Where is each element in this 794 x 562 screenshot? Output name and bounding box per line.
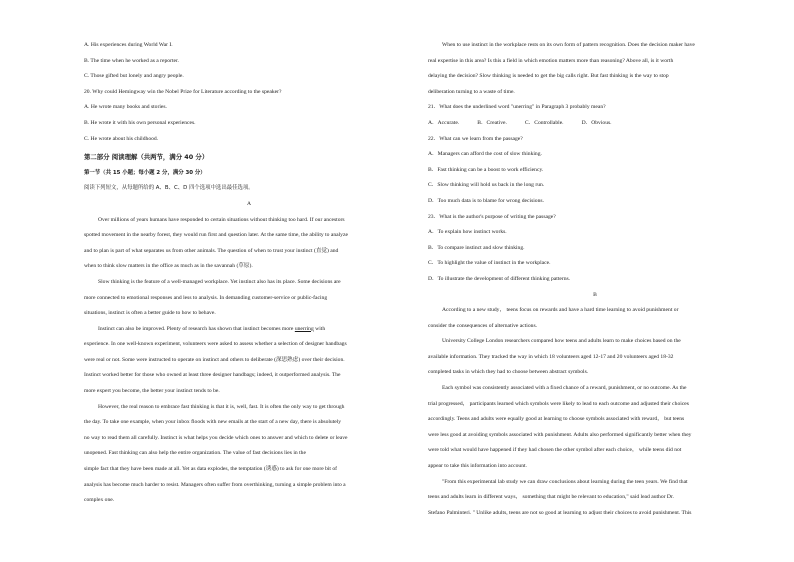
paragraph-line: Slow thinking is the feature of a well-managed workplace. Yet instinct also has its place. Some decisions are <box>98 278 341 285</box>
option-line: B．Fast thinking can be a boost to work efficiency. <box>428 166 544 173</box>
paragraph-line: Stefano Palminteri. " Unlike adults, teens are not so good at learning to adjust their choices to avoid punishment. This <box>428 509 692 516</box>
option-line: B. He wrote it with his own personal experiences. <box>84 119 196 126</box>
option-line: A. He wrote many books and stories. <box>84 104 167 111</box>
right-column <box>428 38 762 521</box>
question-20: 20. Why could Hemingway win the Nobel Prize for Literature according to the speaker? <box>84 88 282 95</box>
paragraph-line: were less good at avoiding symbols associated with punishment. Adults also performed significantly better when they <box>428 431 692 438</box>
paragraph-line: the day. To take one example, when your inbox floods with new emails at the start of a new day, there is absolutely <box>84 419 342 426</box>
paragraph-line: were real or not. Some were instructed to operate on instinct and others to deliberate (深思熟虑) over their decision. <box>84 356 345 363</box>
paragraph-line: complex one. <box>84 497 115 504</box>
paragraph-line: When to use instinct in the workplace rests on its own form of pattern recognition. Does the decision maker have <box>442 42 695 48</box>
option-a: A．Accurate. <box>428 119 460 126</box>
paragraph-line: "From this experimental lab study we can draw conclusions about learning during the teen years. We find that <box>442 478 688 485</box>
option-c: C．Controllable. <box>524 119 564 126</box>
paragraph-line: real expertise in this area? Is this a field in which emotion matters more than reasoning? Above all, is it worth <box>428 57 674 64</box>
subsection-heading: 第一节（共 15 小题；每小题 2 分，满分 30 分） <box>84 169 206 176</box>
option-line: C．Slow thinking will hold us back in the long run. <box>428 182 545 189</box>
option-line: B. The time when he worked as a reporter. <box>84 57 179 64</box>
paragraph-line: According to a new study， teens focus on rewards and have a hard time learning to avoid punishment or <box>442 307 679 314</box>
paragraph-line: completed tasks in which they had to choose between abstract symbols. <box>428 369 589 376</box>
paragraph-line: However, the real reason to embrace fast thinking is that it is, well, fast. It is often the only way to get through <box>98 403 345 410</box>
paragraph-line: when to think slow matters in the office as much as in the savannah (草原). <box>84 263 253 270</box>
paragraph-line: and to plan is part of what separates us from other animals. The question of when to trust your instinct (直觉) and <box>84 247 339 254</box>
paragraph-line: no way to read them all carefully. Instinct is what helps you decide which ones to answer and which to delete or leave <box>84 434 348 441</box>
paragraph-line: trial progressed， participants learned which symbols were likely to lead to each outcome and adjusted their choices <box>428 400 689 407</box>
section-heading: 第二部分 阅读理解（共两节，满分 40 分） <box>84 153 209 162</box>
paragraph-line: Over millions of years humans have responded to certain situations without thinking too hard. If our ancestors <box>98 216 345 223</box>
paragraph-line: spotted movement in the nearby forest, they would run first and question later. At the same time, the ability to analyze <box>84 232 348 239</box>
option-line: C．To highlight the value of instinct in the workplace. <box>428 260 551 267</box>
paragraph-line: teens and adults learn in different ways， something that might be relevant to education," said lead author Dr. <box>428 494 674 501</box>
option-b: B．Creative. <box>477 119 507 126</box>
paragraph-line: Each symbol was consistently associated with a fixed chance of a reward, punishment, or no outcome. As the <box>442 385 687 392</box>
question-22: 22．What can we learn from the passage? <box>428 135 523 142</box>
paragraph-line: unopened. Fast thinking can also help the entire organization. The value of fast decisions lies in the <box>84 450 306 457</box>
paragraph-line: University College London researchers compared how teens and adults learn to make choices based on the <box>442 338 681 345</box>
option-d: D．Obvious. <box>581 119 612 126</box>
instructions: 阅读下列短文，从每题所给的 A、B、C、D 四个选项中选出最佳选项。 <box>84 185 254 192</box>
paragraph-line: consider the consequences of alternative actions. <box>428 322 538 329</box>
option-line: C. Those gifted but lonely and angry people. <box>84 73 184 80</box>
option-line: A．To explain how instinct works. <box>428 229 507 236</box>
paragraph-line: situations, instinct is often a better guide to how to behave. <box>84 310 216 317</box>
paragraph-line: simple fact that they have been made at all. Yet as data explodes, the temptation (诱惑) to ask for one more bit of <box>84 466 338 473</box>
option-line: A. His experiences during World War I. <box>84 42 173 48</box>
passage-label-a: A <box>246 200 252 207</box>
paragraph-line: were told what would have happened if they had chosen the other symbol after each choice， while teens did not <box>428 447 682 454</box>
option-line: D．To illustrate the development of different thinking patterns. <box>428 275 571 282</box>
option-line: C. He wrote about his childhood. <box>84 135 159 142</box>
passage-label-b: B <box>593 291 597 298</box>
paragraph-line <box>84 322 414 338</box>
left-column <box>84 38 414 509</box>
paragraph-line: delaying the decision? Slow thinking is needed to get the big calls right. But fast thinking is the way to stop <box>428 73 669 80</box>
paragraph-line: experience. In one well-known experiment, volunteers were asked to assess whether a selection of designer handbags <box>84 341 347 348</box>
option-line: D．Too much data is to blame for wrong decisions. <box>428 197 544 204</box>
paragraph-line: appear to take this information into account. <box>428 463 527 470</box>
option-line: B．To compare instinct and slow thinking. <box>428 244 525 251</box>
question-21-options <box>428 116 762 132</box>
question-21: 21．What does the underlined word "unerring" in Paragraph 3 probably mean? <box>428 104 606 111</box>
paragraph-line: more expert you become, the better your instinct tends to be. <box>84 388 220 395</box>
paragraph-line: deliberation turning to a waste of time. <box>428 88 515 95</box>
paragraph-line: accordingly. Teens and adults were equally good at learning to choose symbols associated with reward， but teens <box>428 416 685 423</box>
paragraph-line: available information. They tracked the way in which 18 volunteers aged 12-17 and 20 volunteers aged 18-32 <box>428 353 674 360</box>
paragraph-line: Instinct worked better for those who owned at least three designer handbags; indeed, it outperformed analysis. The <box>84 372 341 379</box>
option-line: A．Managers can afford the cost of slow thinking. <box>428 151 542 158</box>
text-segment: Instinct can also be improved. Plenty of research has shown that instinct becomes more <box>98 325 295 332</box>
text-segment: with <box>313 325 326 332</box>
paragraph-line: analysis has become much harder to resist. Managers often suffer from overthinking, turning a simple problem into a <box>84 481 346 488</box>
question-23: 23．What is the author's purpose of writing the passage? <box>428 213 556 220</box>
paragraph-line: more connected to emotional responses and less to analysis. In demanding customer-service or public-facing <box>84 294 328 301</box>
underlined-word: unerring <box>294 325 314 332</box>
